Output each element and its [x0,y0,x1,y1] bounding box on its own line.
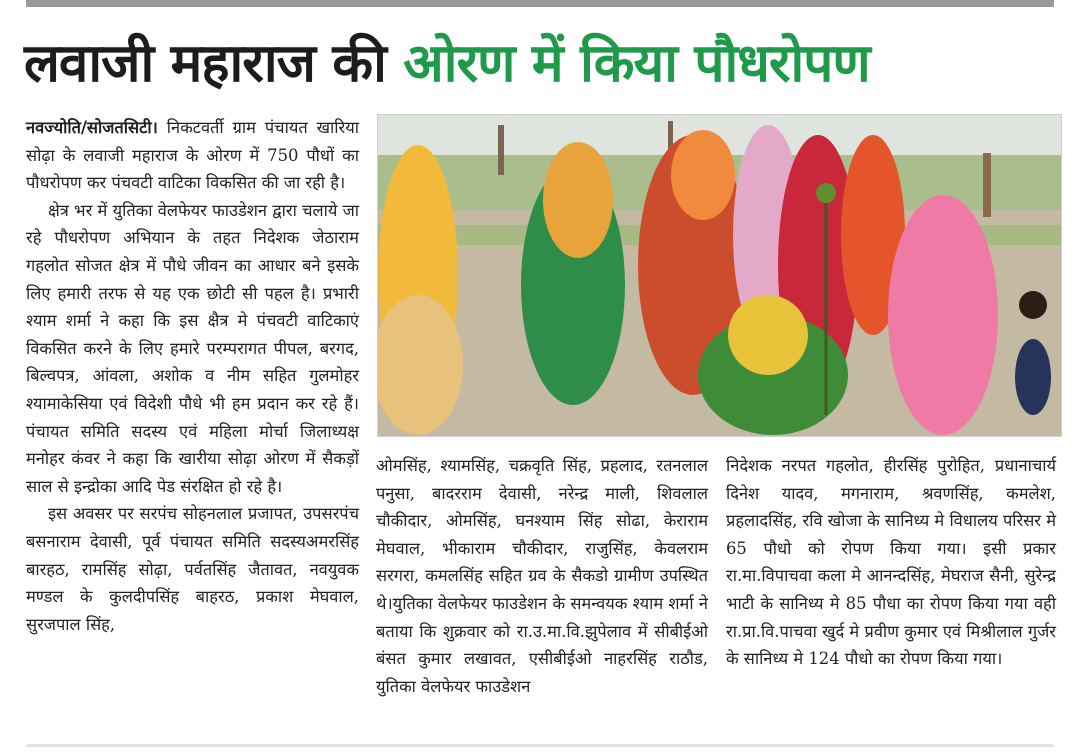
photo-sapling-leaves [816,183,836,203]
article-paragraph-3: इस अवसर पर सरपंच सोहनलाल प्रजापत, उपसरपंच बसनाराम देवासी, पूर्व पंचायत समिति सदस्यअमरसिंह बारहठ, रामसिंह सोढ़ा, पर्वतसिंह जैतावत, नवयुवक मण्डल के कुलदीपसिंह बाहरठ, प्रकाश मेघवाल, सुरजपाल सिंह, [26,504,359,634]
headline [24,24,1064,104]
photo-illustration [378,115,1061,436]
photo-woman-orange-veil [671,130,735,220]
article-column-2 [376,452,708,700]
photo-tree-trunk [498,125,504,175]
top-rule [26,0,1054,7]
photo-fence-post [983,153,991,217]
article-column-3 [726,452,1056,673]
article-column-3-text: निदेशक नरपत गहलोत, हीरसिंह पुरोहित, प्रधानाचार्य दिनेश यादव, मगनाराम, श्रवणसिंह, कमलेश, प्रहलादसिंह, रवि खोजा के सानिध्य मे विधालय परिसर मे 65 पौधो को रोपण किया गया। इसी प्रकार रा.मा.विपाचवा कला मे आनन्दसिंह, मेघराज सैनी, सुरेन्द्र भाटी के सानिध्य मे 85 पौधा का रोपण किया गया वही रा.प्रा.वि.पाचवा खुर्द मे प्रवीण कुमार एवं मिश्रीलाल गुर्जर के सानिध्य मे 124 पौधो का रोपण किया गया। [726,456,1057,669]
photo-woman-green-veil [543,142,613,258]
photo-woman-seated-veil [728,295,808,375]
news-photo [377,114,1062,437]
headline-part-2: ओरण में किया पौधरोपण [403,33,870,94]
bottom-rule [26,744,1054,747]
article-paragraph-2: क्षेत्र भर में युतिका वेलफेयर फाउडेशन द्वारा चलाये जा रहे पौधरोपण अभियान के तहत निदेशक जेठाराम गहलोत सोजत क्षेत्र में पौधे जीवन का आधार बने इसके लिए हमारी तरफ से यह एक छोटी सी पहल है। प्रभारी श्याम शर्मा ने कहा कि इस क्षैत्र मे पंचवटी वाटिकाएं विकसित करने के लिए हमारे परम्परागत पीपल, बरगद, बिल्वपत्र, आंवला, अशोक व नीम सहित गुलमोहर श्यामाकेसिया एवं विदेशी पौधे भी हम प्रदान कर रहे हैं। पंचायत समिति सदस्य एवं महिला मोर्चा जिलाध्यक्ष मनोहर कंवर ने कहा कि खारीया सोढ़ा ओरण में सैकड़ों साल से इन्द्रोका आदि पेड संरक्षित हो रहे है। [26,200,359,496]
article-paragraph-1-text: निकटवर्ती ग्राम पंचायत खारिया सोढ़ा के लवाजी महाराज के ओरण में 750 पौधों का पौधरोपण कर पंचवटी वाटिका विकसित की जा रही है। [26,118,359,193]
dateline: नवज्योति/सोजतसिटी। [26,118,158,137]
photo-child-head [1019,291,1047,319]
photo-child [1015,339,1051,415]
article-paragraph-1 [26,114,359,197]
headline-part-1: लवाजी महाराज की [24,33,404,94]
article-column-1 [26,114,359,638]
photo-woman-pink-2 [888,195,998,435]
article-column-2-text: ओमसिंह, श्यामसिंह, चक्रवृति सिंह, प्रहलाद, रतनलाल पनुसा, बादरराम देवासी, नरेन्द्र माली, शिवलाल चौकीदार, ओमसिंह, घनश्याम सिंह सोढा, केराराम मेघवाल, भीकाराम चौकीदार, राजुसिंह, केवलराम सरगरा, कमलसिंह सहित ग्रव के सैकडो ग्रामीण उपस्थित थे।युतिका वेलफेयर फाउडेशन के समन्वयक श्याम शर्मा ने बताया कि शुक्रवार को रा.उ.मा.वि.झुपेलाव में सीबीईओ बंसत कुमार लखावत, एसीबीईओ नाहरसिंह राठौड, युतिका वेलफेयर फाउडेशन [376,456,708,696]
